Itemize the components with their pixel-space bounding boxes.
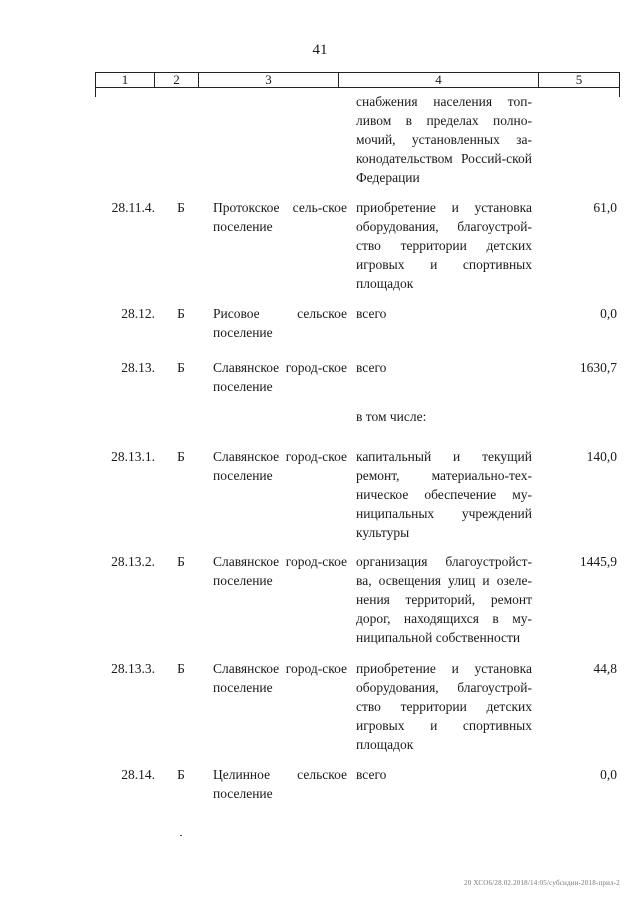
row-amount: 0,0 <box>600 767 617 782</box>
row-amount: 1630,7 <box>579 360 617 375</box>
row-number: 28.12. <box>121 306 155 321</box>
row-settlement: Славянское город-ское поселение <box>213 661 347 695</box>
row-amount: 0,0 <box>600 306 617 321</box>
row-number: 28.13.3. <box>111 661 155 676</box>
row-number: 28.14. <box>121 767 155 782</box>
row-settlement: Рисовое сельское поселение <box>213 306 347 340</box>
row-amount: 61,0 <box>593 200 617 215</box>
page-number: 41 <box>312 42 328 58</box>
row-description: организация благоустройст-ва, освещения улиц и озеле-нения территорий, ремонт дорог, находящихся в му-ниципальной собственности <box>356 554 532 645</box>
subheading-including: в том числе: <box>356 409 427 424</box>
row-description: капитальный и текущий ремонт, материально-тех-ническое обеспечение му-ниципальных учреждений культуры <box>356 449 532 540</box>
column-edge-right <box>619 88 620 97</box>
row-settlement: Целинное сельское поселение <box>213 767 347 801</box>
row-description: приобретение и установка оборудования, благоустрой-ство территории детских игровых и спортивных площадок <box>356 661 532 752</box>
row-amount: 44,8 <box>593 661 617 676</box>
row-budget-type: Б <box>177 554 185 569</box>
row-budget-type: Б <box>177 767 185 782</box>
column-edge-left <box>95 88 96 97</box>
row-budget-type: Б <box>177 360 185 375</box>
row-number: 28.13. <box>121 360 155 375</box>
row-settlement: Протокское сель-ское поселение <box>213 200 347 234</box>
row-amount: 1445,9 <box>579 554 617 569</box>
header-col-2: 2 <box>154 73 198 87</box>
row-description: приобретение и установка оборудования, благоустрой-ство территории детских игровых и спортивных площадок <box>356 200 532 291</box>
row-description: всего <box>356 360 387 375</box>
table-header-row <box>95 72 620 88</box>
row-description: всего <box>356 767 387 782</box>
row-budget-type: Б <box>177 200 185 215</box>
row-settlement: Славянское город-ское поселение <box>213 360 347 394</box>
header-col-4: 4 <box>338 73 538 87</box>
row-budget-type: Б <box>177 306 185 321</box>
row-settlement: Славянское город-ское поселение <box>213 449 347 483</box>
row-settlement: Славянское город-ское поселение <box>213 554 347 588</box>
row-budget-type: Б <box>177 661 185 676</box>
row-description: всего <box>356 306 387 321</box>
row-number: 28.13.1. <box>111 449 155 464</box>
continuation-text: снабжения населения топ-ливом в пределах полно-мочий, установленных за-конодательством Россий-ской Федерации <box>356 94 532 185</box>
row-budget-type: Б <box>177 449 185 464</box>
header-col-3: 3 <box>198 73 338 87</box>
row-number: 28.13.2. <box>111 554 155 569</box>
header-col-5: 5 <box>538 73 619 87</box>
scan-speck <box>180 835 182 836</box>
row-amount: 140,0 <box>586 449 617 464</box>
row-number: 28.11.4. <box>111 200 155 215</box>
footer-file-stamp: 20 ХСО6/28.02.2018/14:05/субсидии-2018-прил-2 <box>464 879 620 887</box>
header-col-1: 1 <box>121 72 129 87</box>
